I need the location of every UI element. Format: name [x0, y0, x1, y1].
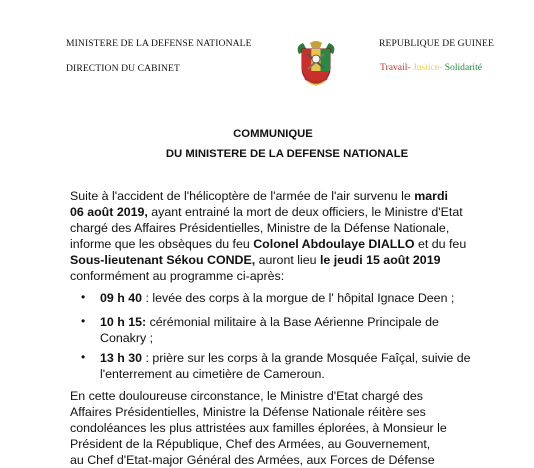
intro-line	[70, 252, 490, 268]
program-description: : levée des corps à la morgue de l' hôpital Ignace Deen ;	[142, 291, 455, 305]
intro-text: auront lieu	[255, 253, 320, 267]
program-description-cont: Conakry ;	[100, 331, 154, 345]
intro-line: conformément au programme ci-après:	[70, 269, 285, 283]
closing-line: au Chef d'Etat-major Général des Armées, aux Forces de Défense	[70, 453, 435, 467]
motto-solidarity: Solidarité	[444, 62, 482, 73]
bullet-icon: •	[81, 350, 86, 364]
intro-text: ayant entrainé la mort de deux officiers, le Ministre d'Etat	[147, 205, 463, 219]
colonel-name: Colonel Abdoulaye DIALLO	[253, 237, 415, 251]
lieutenant-name: Sous-lieutenant Sékou CONDE,	[70, 253, 256, 267]
republic-name: REPUBLIQUE DE GUINEE	[379, 38, 494, 49]
intro-line: chargé des Affaires Présidentielles, Ministre de la Défense Nationale,	[70, 221, 450, 235]
communique-subtitle: DU MINISTERE DE LA DEFENSE NATIONALE	[165, 148, 409, 160]
intro-text: informe que les obsèques du feu	[70, 237, 254, 251]
motto-justice: Justice-	[412, 62, 443, 73]
funeral-date: le jeudi 15 août 2019	[319, 253, 441, 267]
guinea-coat-of-arms-icon	[293, 40, 339, 88]
intro-date: 06 août 2019,	[70, 205, 148, 219]
intro-text: et du feu	[414, 237, 467, 251]
cabinet-direction: DIRECTION DU CABINET	[66, 63, 180, 74]
communique-title: COMMUNIQUE	[233, 128, 313, 140]
intro-date-day: mardi	[414, 189, 448, 203]
intro-line	[70, 236, 490, 252]
program-time: 13 h 30	[100, 351, 143, 365]
national-motto	[380, 62, 482, 73]
program-time: 09 h 40	[100, 291, 143, 305]
closing-line: Affaires Présidentielles, Ministre la Défense Nationale réitère ses	[70, 405, 426, 419]
intro-paragraph	[70, 188, 490, 284]
bullet-icon: •	[81, 290, 86, 304]
intro-text: Suite à l'accident de l'hélicoptère de l'armée de l'air survenu le	[70, 189, 415, 203]
ministry-name: MINISTERE DE LA DEFENSE NATIONALE	[66, 38, 252, 49]
intro-line	[70, 188, 490, 204]
program-item	[100, 350, 471, 382]
program-item	[100, 290, 454, 306]
closing-line: condoléances les plus attristées aux familles éplorées, à Monsieur le	[70, 421, 447, 435]
program-description-cont: l'enterrement au cimetière de Cameroun.	[100, 367, 325, 381]
program-description: : prière sur les corps à la grande Mosquée Faîçal, suivie de	[142, 351, 471, 365]
program-description: cérémonial militaire à la Base Aérienne Principale de	[146, 315, 439, 329]
closing-line: En cette douloureuse circonstance, le Ministre d'Etat chargé des	[70, 389, 423, 403]
closing-line: Président de la République, Chef des Armées, au Gouvernement,	[70, 437, 431, 451]
bullet-icon: •	[81, 314, 86, 328]
program-time: 10 h 15:	[100, 315, 147, 329]
closing-paragraph	[70, 388, 490, 468]
motto-work: Travail-	[380, 62, 411, 73]
intro-line	[70, 204, 490, 220]
program-item	[100, 314, 439, 346]
